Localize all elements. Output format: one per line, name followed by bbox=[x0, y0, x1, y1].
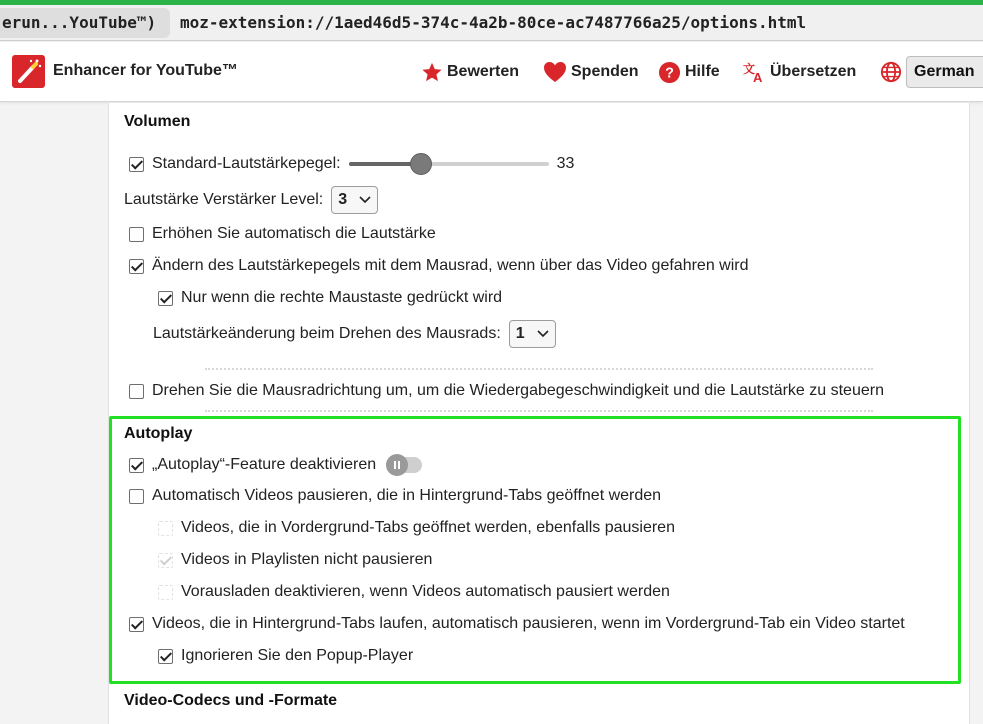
svg-text:A: A bbox=[753, 70, 763, 84]
pause-background-row bbox=[129, 485, 661, 507]
right-button-label: Nur wenn die rechte Maustaste gedrückt wird bbox=[181, 289, 503, 306]
help-label: Hilfe bbox=[685, 63, 720, 80]
rate-link[interactable] bbox=[421, 60, 519, 84]
svg-text:文: 文 bbox=[743, 62, 756, 76]
ignore-popup-label: Ignorieren Sie den Popup-Player bbox=[181, 647, 414, 664]
default-volume-row bbox=[129, 153, 574, 175]
auto-increase-row bbox=[129, 223, 436, 245]
language-picker[interactable] bbox=[880, 60, 906, 84]
booster-select[interactable] bbox=[331, 186, 378, 214]
url-bar bbox=[0, 5, 983, 41]
mousewheel-volume-checkbox[interactable] bbox=[129, 259, 144, 274]
extension-header bbox=[0, 42, 983, 102]
playlist-checkbox[interactable] bbox=[158, 553, 173, 568]
default-volume-value: 33 bbox=[556, 155, 575, 172]
auto-increase-label: Erhöhen Sie automatisch die Lautstärke bbox=[152, 225, 436, 242]
wheel-step-select[interactable] bbox=[509, 320, 556, 348]
playlist-row bbox=[158, 549, 432, 571]
browser-tab[interactable]: erun...YouTube™) bbox=[0, 8, 170, 38]
disable-autoplay-row bbox=[129, 454, 422, 476]
default-volume-label: Standard-Lautstärkepegel: bbox=[152, 155, 341, 172]
booster-label: Lautstärke Verstärker Level: bbox=[124, 191, 324, 208]
booster-row bbox=[124, 186, 378, 214]
rate-label: Bewerten bbox=[447, 63, 520, 80]
star-icon bbox=[421, 61, 443, 83]
help-icon bbox=[658, 61, 681, 84]
section-divider bbox=[205, 368, 873, 370]
mousewheel-volume-row bbox=[129, 255, 749, 277]
playlist-label: Videos in Playlisten nicht pausieren bbox=[181, 551, 433, 568]
translate-icon bbox=[742, 60, 766, 84]
wheel-step-value: 1 bbox=[515, 325, 525, 342]
auto-increase-checkbox[interactable] bbox=[129, 227, 144, 242]
ignore-popup-checkbox[interactable] bbox=[158, 649, 173, 664]
booster-value: 3 bbox=[338, 191, 348, 208]
section-divider bbox=[205, 410, 873, 412]
translate-link[interactable] bbox=[742, 60, 856, 84]
pause-running-label: Videos, die in Hintergrund-Tabs laufen, automatisch pausieren, wenn im Vordergrund-Tab ein Video startet bbox=[152, 615, 905, 632]
codecs-section-title: Video-Codecs und -Formate bbox=[124, 692, 338, 709]
url-text[interactable]: moz-extension://1aed46d5-374c-4a2b-80ce-ac7487766a25/options.html bbox=[180, 13, 807, 32]
chevron-down-icon bbox=[537, 330, 549, 338]
right-button-checkbox[interactable] bbox=[158, 291, 173, 306]
donate-label: Spenden bbox=[571, 63, 639, 80]
wheel-step-row bbox=[153, 320, 556, 348]
heart-icon bbox=[543, 61, 567, 83]
pause-running-row bbox=[129, 613, 905, 635]
reverse-wheel-row bbox=[129, 380, 884, 402]
chevron-down-icon bbox=[359, 196, 371, 204]
preload-row bbox=[158, 581, 670, 603]
preload-label: Vorausladen deaktivieren, wenn Videos automatisch pausiert werden bbox=[181, 583, 670, 600]
pause-foreground-label: Videos, die in Vordergrund-Tabs geöffnet werden, ebenfalls pausieren bbox=[181, 519, 675, 536]
pause-foreground-row bbox=[158, 517, 675, 539]
disable-autoplay-checkbox[interactable] bbox=[129, 458, 144, 473]
right-button-row bbox=[158, 287, 502, 309]
pause-background-checkbox[interactable] bbox=[129, 489, 144, 504]
svg-text:?: ? bbox=[665, 64, 674, 81]
slider-thumb[interactable] bbox=[410, 153, 432, 175]
language-select[interactable]: German bbox=[906, 56, 983, 88]
mousewheel-volume-label: Ändern des Lautstärkepegels mit dem Mausrad, wenn über das Video gefahren wird bbox=[152, 257, 749, 274]
pause-icon bbox=[386, 454, 408, 476]
volume-section-title: Volumen bbox=[124, 113, 191, 130]
ignore-popup-row bbox=[158, 645, 413, 667]
autoplay-toggle[interactable] bbox=[386, 457, 422, 473]
magic-wand-logo-icon bbox=[12, 55, 45, 88]
help-link[interactable] bbox=[658, 60, 720, 84]
reverse-wheel-checkbox[interactable] bbox=[129, 384, 144, 399]
pause-running-checkbox[interactable] bbox=[129, 617, 144, 632]
translate-label: Übersetzen bbox=[770, 63, 857, 80]
pause-foreground-checkbox[interactable] bbox=[158, 521, 173, 536]
wheel-step-label: Lautstärkeänderung beim Drehen des Mausrads: bbox=[153, 325, 501, 342]
autoplay-section-title: Autoplay bbox=[124, 425, 193, 442]
donate-link[interactable] bbox=[543, 60, 639, 84]
app-name: Enhancer for YouTube™ bbox=[53, 62, 238, 79]
disable-autoplay-label: „Autoplay“-Feature deaktivieren bbox=[152, 456, 377, 473]
preload-checkbox[interactable] bbox=[158, 585, 173, 600]
globe-icon bbox=[880, 61, 902, 83]
reverse-wheel-label: Drehen Sie die Mausradrichtung um, um die Wiedergabegeschwindigkeit und die Lautstärke zu steuern bbox=[152, 382, 884, 399]
pause-background-label: Automatisch Videos pausieren, die in Hintergrund-Tabs geöffnet werden bbox=[152, 487, 662, 504]
default-volume-slider[interactable] bbox=[349, 162, 549, 166]
default-volume-checkbox[interactable] bbox=[129, 157, 144, 172]
